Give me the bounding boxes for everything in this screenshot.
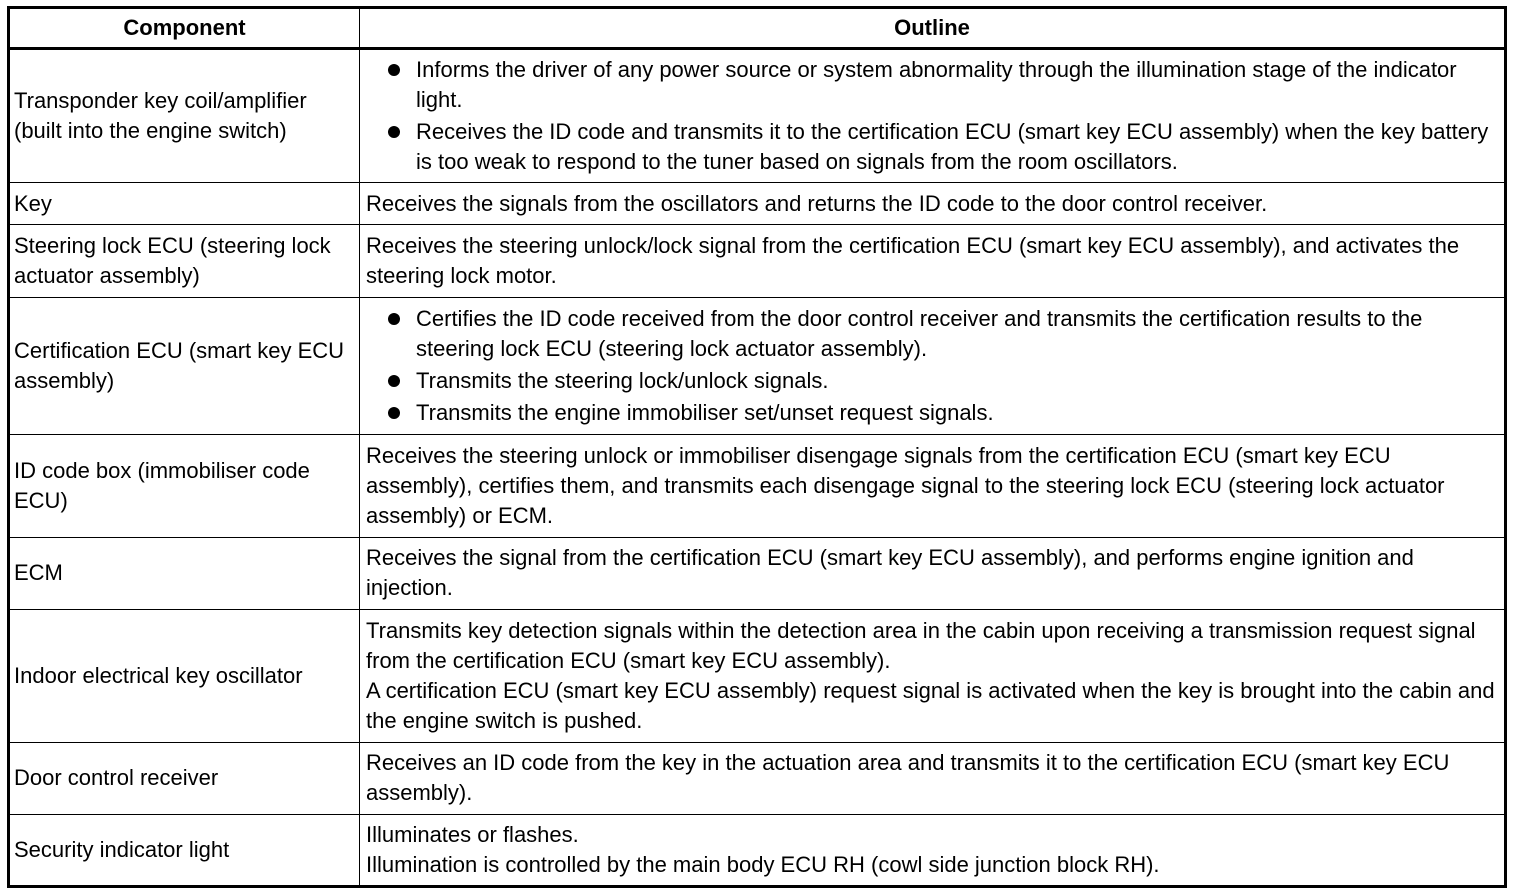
component-cell: ECM [9,537,360,609]
outline-paragraph: Receives the steering unlock or immobiliser disengage signals from the certification ECU (smart key ECU assembly), certifies them, and transmits each disengage signal to the steering lock ECU (steering lock actuator assembly) or ECM. [366,442,1445,528]
header-component: Component [9,8,360,49]
component-outline-table [7,6,1507,888]
table-row [9,814,1506,886]
outline-paragraph: Transmits key detection signals within the detection area in the cabin upon receiving a transmission request signal from the certification ECU (smart key ECU assembly). [366,617,1476,673]
bullet-dot-icon [388,407,400,419]
bullet-item [366,398,1498,428]
outline-cell [360,49,1506,183]
bullet-text: Informs the driver of any power source or system abnormality through the illumination stage of the indicator light. [416,57,1457,113]
outline-bullet-list [366,304,1498,428]
outline-paragraph: A certification ECU (smart key ECU assembly) request signal is activated when the key is brought into the cabin and the engine switch is pushed. [366,677,1495,733]
bullet-item [366,366,1498,396]
outline-cell [360,537,1506,609]
outline-paragraph: Receives an ID code from the key in the actuation area and transmits it to the certification ECU (smart key ECU assembly). [366,750,1450,806]
header-row [9,8,1506,49]
table-row [9,609,1506,742]
table-row [9,225,1506,298]
component-cell: Transponder key coil/amplifier (built into the engine switch) [9,49,360,183]
outline-paragraph: Receives the steering unlock/lock signal from the certification ECU (smart key ECU assembly), and activates the steering lock motor. [366,233,1460,289]
component-cell: Door control receiver [9,742,360,814]
outline-paragraph: Illuminates or flashes. [366,821,579,847]
outline-cell [360,435,1506,537]
bullet-dot-icon [388,64,400,76]
component-cell: Certification ECU (smart key ECU assembly) [9,298,360,435]
outline-cell [360,609,1506,742]
table-row [9,183,1506,225]
outline-cell [360,298,1506,435]
header-outline: Outline [360,8,1506,49]
table-row [9,537,1506,609]
bullet-text: Transmits the steering lock/unlock signals. [416,368,829,394]
table-row [9,298,1506,435]
bullet-dot-icon [388,375,400,387]
outline-cell [360,183,1506,225]
outline-bullet-list [366,55,1498,177]
outline-paragraph: Receives the signals from the oscillators and returns the ID code to the door control receiver. [366,190,1268,216]
outline-cell [360,814,1506,886]
bullet-text: Certifies the ID code received from the door control receiver and transmits the certification results to the steering lock ECU (steering lock actuator assembly). [416,306,1423,362]
bullet-item [366,55,1498,115]
table-row [9,742,1506,814]
component-cell: Steering lock ECU (steering lock actuator assembly) [9,225,360,298]
component-cell: Security indicator light [9,814,360,886]
outline-cell [360,742,1506,814]
table-row [9,435,1506,537]
table-row [9,49,1506,183]
bullet-dot-icon [388,126,400,138]
bullet-text: Receives the ID code and transmits it to the certification ECU (smart key ECU assembly) when the key battery is too weak to respond to the tuner based on signals from the room oscillators. [416,119,1489,175]
component-cell: Indoor electrical key oscillator [9,609,360,742]
component-cell: ID code box (immobiliser code ECU) [9,435,360,537]
bullet-item [366,117,1498,177]
component-cell: Key [9,183,360,225]
bullet-item [366,304,1498,364]
bullet-dot-icon [388,313,400,325]
outline-cell [360,225,1506,298]
outline-paragraph: Illumination is controlled by the main body ECU RH (cowl side junction block RH). [366,851,1160,877]
outline-paragraph: Receives the signal from the certification ECU (smart key ECU assembly), and performs engine ignition and injection. [366,545,1414,601]
bullet-text: Transmits the engine immobiliser set/unset request signals. [416,400,994,426]
